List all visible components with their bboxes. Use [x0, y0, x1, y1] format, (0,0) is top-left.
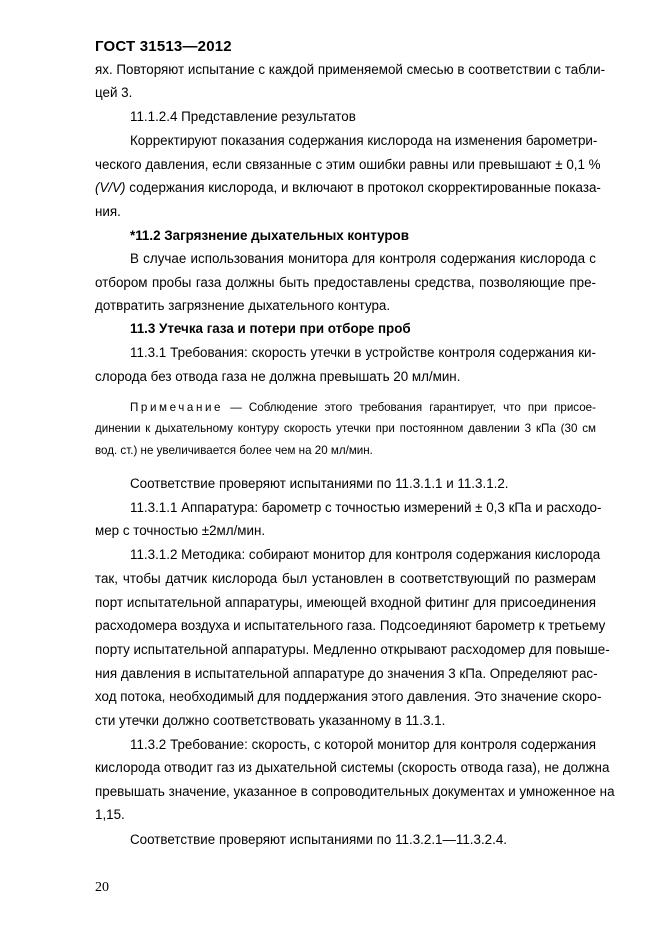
paragraph-line: 1,15.	[95, 807, 125, 822]
paragraph-line: ческого давления, если связанные с этим ошибки равны или превышают ± 0,1 %	[95, 157, 601, 172]
note-line	[130, 399, 596, 417]
paragraph-line: 11.3.1.2 Методика: собирают монитор для контроля содержания кислорода	[130, 547, 601, 562]
paragraph-line: мер с точностью ±2мл/мин.	[95, 523, 266, 538]
paragraph-line: кислорода отводит газ из дыхательной системы (скорость отвода газа), не должна	[95, 760, 610, 775]
paragraph-line: порт испытательной аппаратуры, имеющей входной фитинг для присоединения	[95, 595, 596, 610]
section-heading-11-1-2-4: 11.1.2.4 Представление результатов	[130, 109, 356, 124]
italic-unit: (V/V)	[95, 180, 126, 195]
paragraph-line: Корректируют показания содержания кислорода на изменения барометри-	[130, 133, 598, 148]
paragraph-line: сти утечки должно соответствовать указанному в 11.3.1.	[95, 713, 446, 728]
paragraph-line: ход потока, необходимый для поддержания этого давления. Это значение скоро-	[95, 689, 602, 704]
paragraph-line: превышать значение, указанное в сопроводительных документах и умноженное на	[95, 784, 615, 799]
paragraph-line: ния давления в испытательной аппаратуре до значения 3 кПа. Определяют рас-	[95, 666, 598, 681]
paragraph-line: 11.3.1.1 Аппаратура: барометр с точностью измерений ± 0,3 кПа и расходо-	[130, 500, 602, 515]
paragraph-line: В случае использования монитора для контроля содержания кислорода с	[130, 251, 596, 266]
paragraph-line: Соответствие проверяют испытаниями по 11.3.1.1 и 11.3.1.2.	[130, 476, 509, 491]
paragraph-line: ях. Повторяют испытание с каждой применяемой смесью в соответствии с табли-	[95, 62, 606, 77]
section-heading-11-2: *11.2 Загрязнение дыхательных контуров	[130, 228, 409, 243]
paragraph-line: дотвратить загрязнение дыхательного контура.	[95, 298, 391, 313]
paragraph-line: Соответствие проверяют испытаниями по 11.3.2.1—11.3.2.4.	[130, 832, 507, 847]
note-text: — Соблюдение этого требования гарантирует, что при присое-	[230, 401, 596, 414]
page-header-standard-title: ГОСТ 31513—2012	[95, 38, 232, 55]
paragraph-line: цей 3.	[95, 85, 133, 100]
paragraph-line	[95, 179, 601, 197]
note-line: вод. ст.) не увеличивается более чем на 20 мл/мин.	[95, 444, 373, 457]
note-label: Примечание	[130, 401, 224, 414]
paragraph-line: слорода без отвода газа не должна превышать 20 мл/мин.	[95, 369, 461, 384]
paragraph-line: ния.	[95, 204, 121, 219]
paragraph-line: 11.3.2 Требование: скорость, с которой монитор для контроля содержания	[130, 737, 596, 752]
paragraph-line-rest: содержания кислорода, и включают в протокол скорректированные показа-	[129, 180, 601, 195]
paragraph-line: порту испытательной аппаратуры. Медленно открывают расходомер для повыше-	[95, 642, 610, 657]
paragraph-line: так, чтобы датчик кислорода был установлен в соответствующий по размерам	[95, 571, 596, 586]
paragraph-line: 11.3.1 Требования: скорость утечки в устройстве контроля содержания ки-	[130, 345, 596, 360]
paragraph-line: расходомера воздуха и испытательного газа. Подсоединяют барометр к третьему	[95, 618, 606, 633]
section-heading-11-3: 11.3 Утечка газа и потери при отборе проб	[130, 321, 411, 336]
note-line: динении к дыхательному контуру скорость утечки при постоянном давлении 3 кПа (30 см	[95, 422, 596, 435]
paragraph-line: отбором пробы газа должны быть предоставлены средства, позволяющие пре-	[95, 275, 596, 290]
page-number: 20	[95, 880, 109, 895]
